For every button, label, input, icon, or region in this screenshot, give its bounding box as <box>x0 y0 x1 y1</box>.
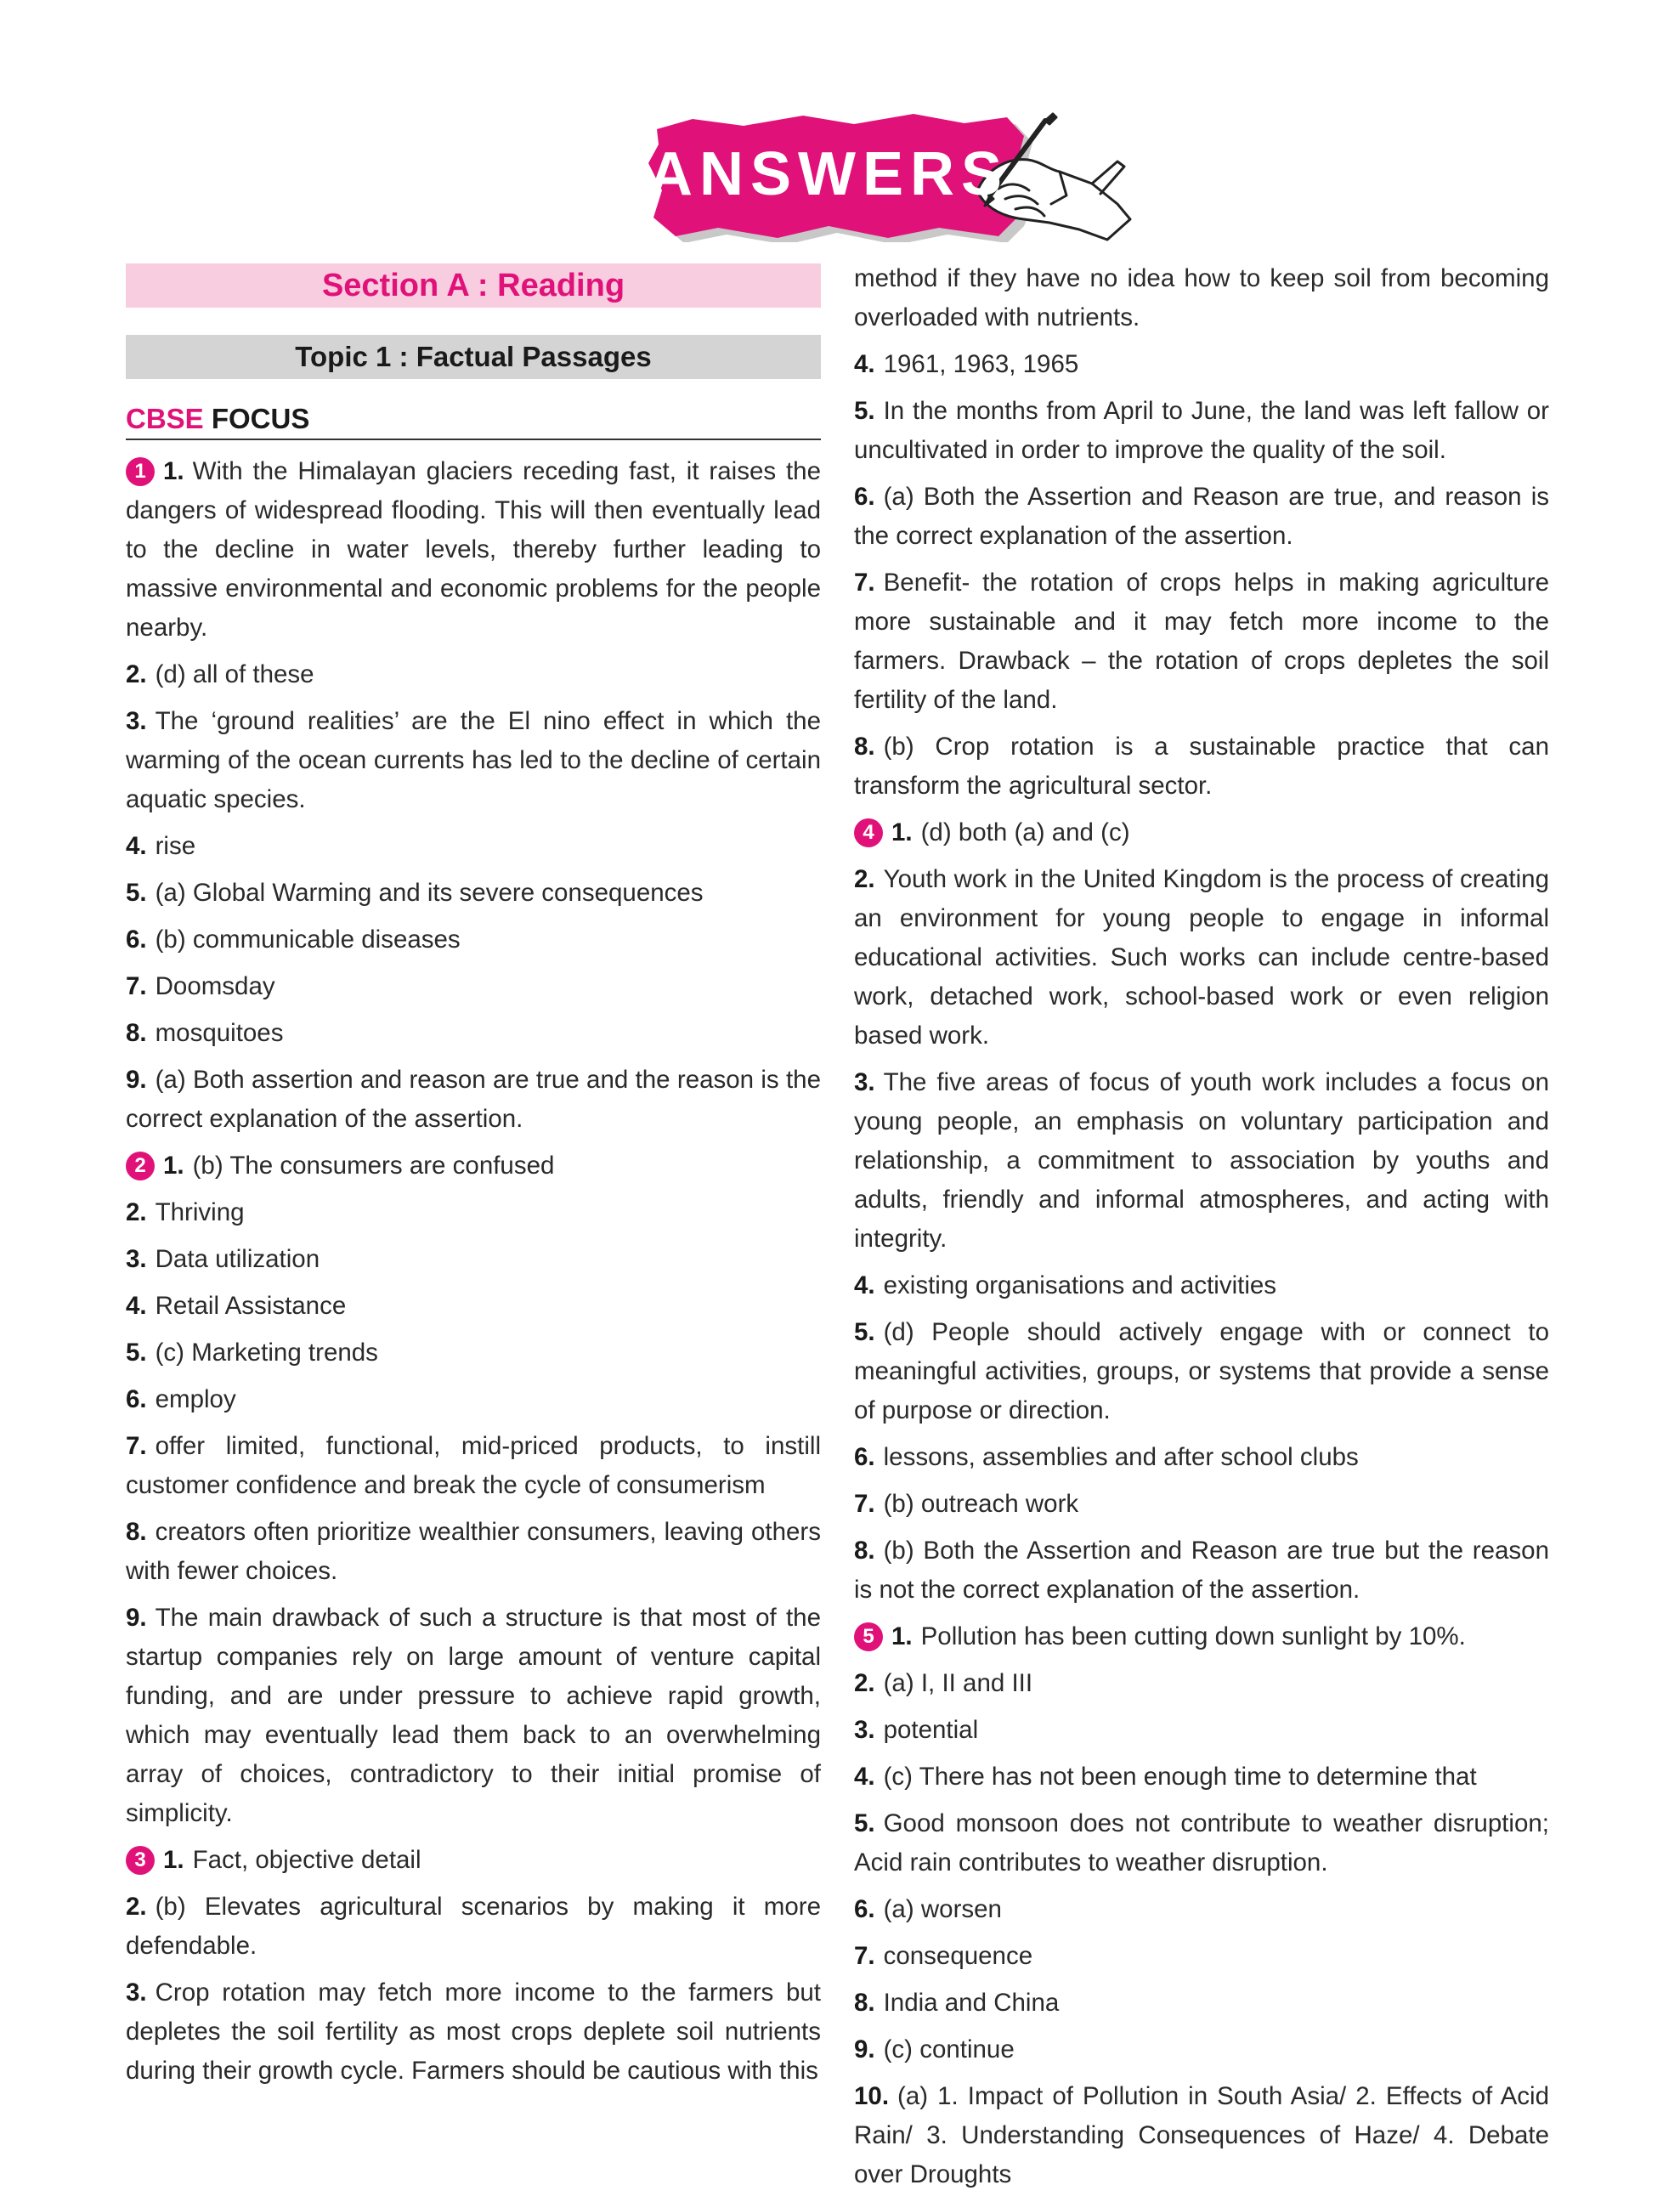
answer-text: (c) continue <box>883 2035 1015 2063</box>
question-number: 2. <box>126 660 147 688</box>
answer-text: (b) Crop rotation is a sustainable practice that can transform the agricultural sector. <box>854 733 1549 800</box>
answer-text: Pollution has been cutting down sunlight by 10%. <box>920 1622 1466 1650</box>
answer-item <box>854 1063 1549 1259</box>
answer-text: (d) all of these <box>155 660 314 688</box>
answer-text: (b) The consumers are confused <box>192 1152 555 1180</box>
right-column <box>854 259 1549 2202</box>
question-number: 8. <box>126 1518 147 1546</box>
answer-item <box>854 1664 1549 1703</box>
passage-number-badge: 4 <box>854 818 883 847</box>
question-number: 2. <box>854 1669 875 1697</box>
right-answer-list <box>854 259 1549 2194</box>
question-number: 1. <box>891 1622 913 1650</box>
question-number: 2. <box>854 865 875 893</box>
answer-text: With the Himalayan glaciers receding fast, it raises the dangers of widespread flooding. This will then eventually lead to the decline in water levels, thereby further leading to massive environmental and economic problems for the people nearby. <box>126 457 821 642</box>
answer-text: (c) Marketing trends <box>155 1339 378 1367</box>
answer-item <box>854 1313 1549 1430</box>
answer-item <box>854 1438 1549 1477</box>
question-number: 10. <box>854 2082 890 2110</box>
answer-item <box>854 813 1549 852</box>
answer-item <box>854 1485 1549 1524</box>
answer-item <box>126 452 821 648</box>
answer-item <box>854 1531 1549 1610</box>
question-number: 8. <box>854 1537 875 1565</box>
answers-banner <box>642 110 1151 242</box>
answer-item <box>854 727 1549 806</box>
answer-text: offer limited, functional, mid-priced products, to instill customer confidence and break the cycle of consumerism <box>126 1432 821 1499</box>
question-number: 7. <box>126 972 147 1000</box>
answer-text: rise <box>155 832 196 860</box>
answer-item <box>854 259 1549 337</box>
answer-text: (a) Both the Assertion and Reason are true, and reason is the correct explanation of the assertion. <box>854 483 1549 550</box>
question-number: 5. <box>854 1318 875 1346</box>
answer-text: (a) Both assertion and reason are true and the reason is the correct explanation of the assertion. <box>126 1066 821 1133</box>
answer-item <box>126 1599 821 1833</box>
answer-text: The main drawback of such a structure is that most of the startup companies rely on large amount of venture capital funding, and are under pressure to achieve rapid growth, which may eventually lead them back to an overwhelming array of choices, contradictory to their initial promise of simplicity. <box>126 1604 821 1827</box>
answer-text: (b) Both the Assertion and Reason are true but the reason is not the correct explanation of the assertion. <box>854 1537 1549 1604</box>
question-number: 3. <box>854 1716 875 1744</box>
question-number: 4. <box>126 1292 147 1320</box>
answer-item <box>854 1937 1549 1976</box>
answer-text: mosquitoes <box>155 1019 284 1047</box>
answer-item <box>126 1427 821 1505</box>
question-number: 6. <box>126 1385 147 1413</box>
answer-item <box>126 1193 821 1232</box>
question-number: 7. <box>126 1432 147 1460</box>
answer-text: Thriving <box>155 1198 245 1226</box>
question-number: 4. <box>126 832 147 860</box>
question-number: 9. <box>126 1066 147 1094</box>
passage-number-badge: 3 <box>126 1846 155 1875</box>
answer-item <box>854 1711 1549 1750</box>
answer-text: The five areas of focus of youth work includes a focus on young people, an emphasis on voluntary participation and relationship, a commitment to association by youths and adults, friendly and informal atmospheres, and acting with integrity. <box>854 1068 1549 1253</box>
question-number: 4. <box>854 1271 875 1299</box>
question-number: 6. <box>854 483 875 511</box>
question-number: 3. <box>126 1245 147 1273</box>
answer-text: (b) communicable diseases <box>155 926 461 954</box>
answer-text: Youth work in the United Kingdom is the process of creating an environment for young people to engage in informal educational activities. Such works can include centre-based work, detached work, school-based work or even religion based work. <box>854 865 1549 1050</box>
answer-text: (a) Global Warming and its severe consequences <box>155 879 704 907</box>
question-number: 9. <box>126 1604 147 1632</box>
answer-item <box>126 874 821 913</box>
question-number: 5. <box>854 1809 875 1837</box>
answer-item <box>854 1617 1549 1656</box>
answer-item <box>854 345 1549 384</box>
answer-text: (c) There has not been enough time to determine that <box>883 1763 1477 1791</box>
topic-heading: Topic 1 : Factual Passages <box>126 335 821 379</box>
question-number: 8. <box>854 733 875 761</box>
focus-prefix: CBSE <box>126 403 204 434</box>
answer-text: (b) Elevates agricultural scenarios by making it more defendable. <box>126 1893 821 1960</box>
answer-item <box>854 860 1549 1056</box>
question-number: 7. <box>854 1490 875 1518</box>
question-number: 6. <box>126 926 147 954</box>
answer-item <box>126 1287 821 1326</box>
answer-text: Doomsday <box>155 972 275 1000</box>
answer-item <box>126 1014 821 1053</box>
question-number: 6. <box>854 1443 875 1471</box>
question-number: 6. <box>854 1895 875 1923</box>
answer-text: In the months from April to June, the land was left fallow or uncultivated in order to improve the quality of the soil. <box>854 397 1549 464</box>
passage-number-badge: 2 <box>126 1152 155 1180</box>
answer-text: Data utilization <box>155 1245 320 1273</box>
question-number: 2. <box>126 1893 147 1921</box>
answer-text: (b) outreach work <box>883 1490 1079 1518</box>
passage-number-badge: 1 <box>126 457 155 486</box>
answer-text: lessons, assemblies and after school clubs <box>883 1443 1359 1471</box>
question-number: 4. <box>854 350 875 378</box>
question-number: 1. <box>163 1846 184 1874</box>
answer-item <box>854 1804 1549 1882</box>
answer-text: 1961, 1963, 1965 <box>883 350 1079 378</box>
left-column <box>126 263 821 2098</box>
answer-text: (d) People should actively engage with or connect to meaningful activities, groups, or systems that provide a sense of purpose or direction. <box>854 1318 1549 1424</box>
answer-item <box>126 1513 821 1591</box>
answer-item <box>854 392 1549 470</box>
answer-text: consequence <box>883 1942 1033 1970</box>
answer-item <box>126 920 821 959</box>
question-number: 3. <box>126 1978 147 2007</box>
question-number: 7. <box>854 569 875 597</box>
answer-text: (a) worsen <box>883 1895 1002 1923</box>
answer-item <box>854 1984 1549 2023</box>
answer-text: creators often prioritize wealthier consumers, leaving others with fewer choices. <box>126 1518 821 1585</box>
answer-item <box>126 1333 821 1373</box>
answer-text: Benefit- the rotation of crops helps in making agriculture more sustainable and it may fetch more income to the farmers. Drawback – the rotation of crops depletes the soil fertility of the land. <box>854 569 1549 714</box>
question-number: 1. <box>163 457 184 485</box>
answer-text: Fact, objective detail <box>192 1846 421 1874</box>
section-heading: Section A : Reading <box>126 263 821 308</box>
answer-item <box>126 655 821 694</box>
question-number: 8. <box>854 1989 875 2017</box>
question-number: 5. <box>126 879 147 907</box>
answer-text: existing organisations and activities <box>883 1271 1277 1299</box>
answer-item <box>126 1973 821 2091</box>
answer-text: Crop rotation may fetch more income to the farmers but depletes the soil fertility as most crops deplete soil nutrients during their growth cycle. Farmers should be cautious with this <box>126 1978 821 2085</box>
question-number: 3. <box>126 707 147 735</box>
answer-item <box>854 1758 1549 1797</box>
answer-item <box>126 1146 821 1186</box>
question-number: 4. <box>854 1763 875 1791</box>
answer-item <box>854 1266 1549 1305</box>
page-title: ANSWERS <box>648 140 1009 208</box>
answer-text: India and China <box>883 1989 1060 2017</box>
answer-text: method if they have no idea how to keep soil from becoming overloaded with nutrients. <box>854 264 1549 331</box>
answer-item <box>854 563 1549 720</box>
answer-item <box>126 1240 821 1279</box>
left-answer-list <box>126 452 821 2091</box>
question-number: 7. <box>854 1942 875 1970</box>
answer-item <box>126 1380 821 1419</box>
answer-item <box>126 1841 821 1880</box>
answer-item <box>126 967 821 1006</box>
answer-item <box>854 1890 1549 1929</box>
answer-text: (a) I, II and III <box>883 1669 1033 1697</box>
answer-item <box>126 827 821 866</box>
answer-text: potential <box>883 1716 979 1744</box>
answer-item <box>854 2030 1549 2069</box>
answer-item <box>126 1061 821 1139</box>
question-number: 5. <box>126 1339 147 1367</box>
question-number: 1. <box>163 1152 184 1180</box>
answer-item <box>126 702 821 819</box>
answer-item <box>126 1888 821 1966</box>
answer-item <box>854 2077 1549 2194</box>
answer-text: The ‘ground realities’ are the El nino effect in which the warming of the ocean currents has led to the decline of certain aquatic species. <box>126 707 821 813</box>
answer-text: (d) both (a) and (c) <box>920 818 1130 846</box>
cbse-focus-heading <box>126 403 821 440</box>
question-number: 1. <box>891 818 913 846</box>
passage-number-badge: 5 <box>854 1622 883 1651</box>
answer-text: employ <box>155 1385 236 1413</box>
focus-suffix: FOCUS <box>211 403 310 434</box>
question-number: 3. <box>854 1068 875 1096</box>
answer-text: Good monsoon does not contribute to weather disruption; Acid rain contributes to weather disruption. <box>854 1809 1549 1877</box>
question-number: 9. <box>854 2035 875 2063</box>
answer-text: (a) 1. Impact of Pollution in South Asia/ 2. Effects of Acid Rain/ 3. Understanding Consequences of Haze/ 4. Debate over Droughts <box>854 2082 1549 2188</box>
answer-item <box>854 478 1549 556</box>
question-number: 8. <box>126 1019 147 1047</box>
answer-text: Retail Assistance <box>155 1292 347 1320</box>
question-number: 2. <box>126 1198 147 1226</box>
question-number: 5. <box>854 397 875 425</box>
